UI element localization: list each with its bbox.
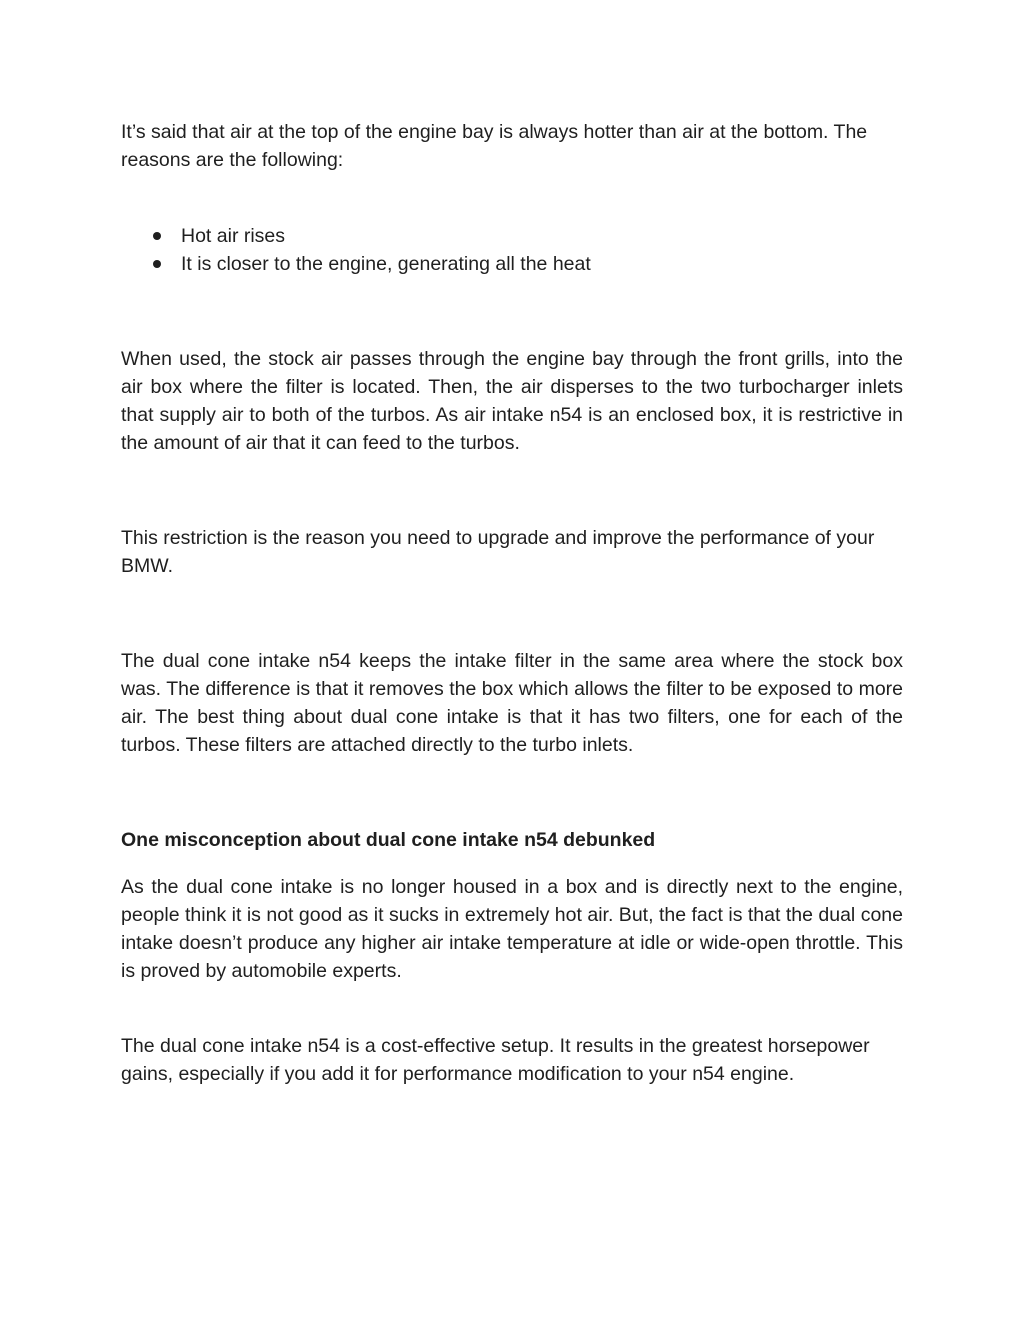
bullet-icon [153, 232, 161, 240]
intro-paragraph: It’s said that air at the top of the engine bay is always hotter than air at the bottom. The reasons are the following: [121, 121, 868, 171]
conclusion-paragraph: The dual cone intake n54 is a cost-effective setup. It results in the greatest horsepower gains, especially if you add it for performance modification to your n54 engine. [121, 1035, 870, 1085]
misconception-paragraph: As the dual cone intake is no longer housed in a box and is directly next to the engine, people think it is not good as it sucks in extremely hot air. But, the fact is that the dual cone intake doesn’t produce any higher air intake temperature at idle or wide-open throttle. This is proved by automobile experts. [121, 876, 903, 982]
list-item [121, 222, 903, 250]
misconception-heading: One misconception about dual cone intake n54 debunked [121, 829, 656, 851]
dual-cone-paragraph: The dual cone intake n54 keeps the intake filter in the same area where the stock box was. The difference is that it removes the box which allows the filter to be exposed to more air. The best thing about dual cone intake is that it has two filters, one for each of the turbos. These filters are attached directly to the turbo inlets. [121, 650, 903, 756]
list-item [121, 250, 903, 278]
stock-air-paragraph: When used, the stock air passes through the engine bay through the front grills, into the air box where the filter is located. Then, the air disperses to the two turbocharger inlets that supply air to both of the turbos. As air intake n54 is an enclosed box, it is restrictive in the amount of air that it can feed to the turbos. [121, 348, 903, 454]
reasons-list [121, 222, 903, 278]
list-item-text: It is closer to the engine, generating all the heat [181, 253, 591, 275]
restriction-paragraph: This restriction is the reason you need to upgrade and improve the performance of your BMW. [121, 527, 875, 577]
bullet-icon [153, 260, 161, 268]
list-item-text: Hot air rises [181, 225, 286, 247]
